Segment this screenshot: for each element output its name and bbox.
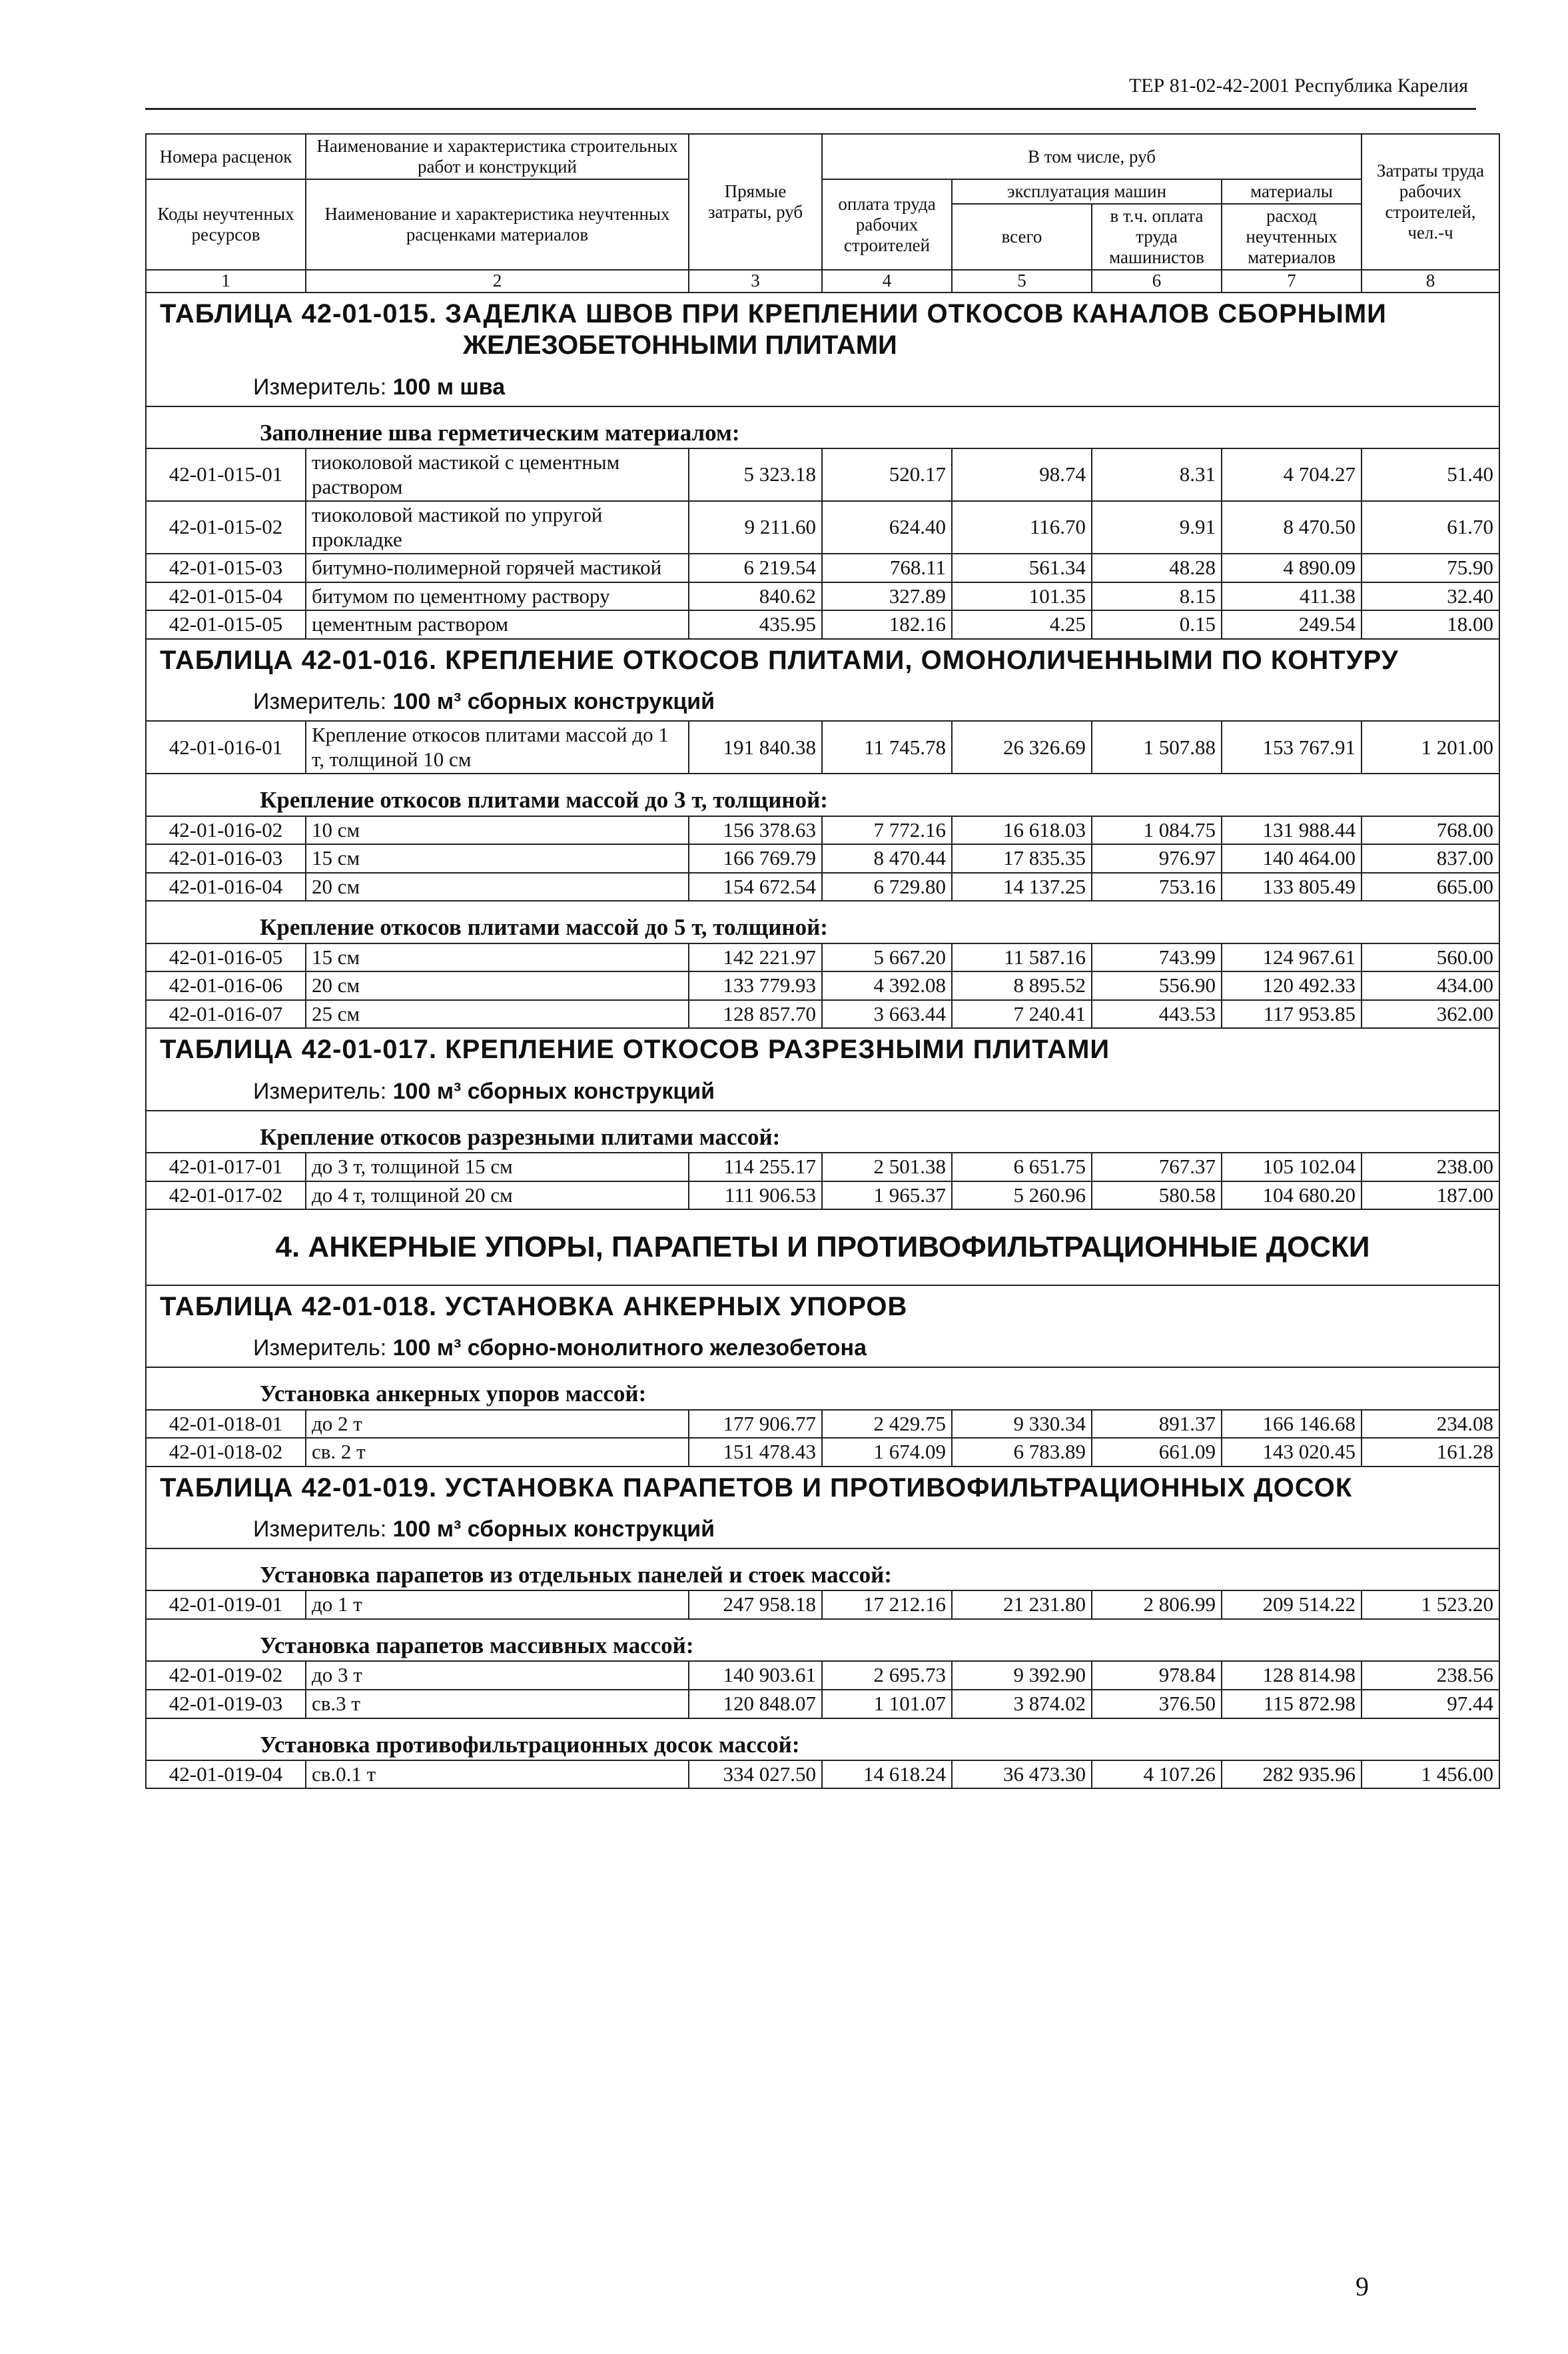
col-header-materials: материалы [1222, 179, 1362, 204]
operator-pay-value: 48.28 [1092, 554, 1222, 582]
labor-hours-value: 362.00 [1362, 1000, 1499, 1029]
labor-hours-value: 32.40 [1362, 582, 1499, 611]
direct-costs-value: 154 672.54 [689, 873, 822, 901]
operator-pay-value: 1 507.88 [1092, 721, 1222, 774]
rate-code: 42-01-018-01 [146, 1410, 306, 1439]
col-number: 3 [689, 270, 822, 293]
machines-total-value: 9 330.34 [952, 1410, 1092, 1439]
labor-hours-value: 238.00 [1362, 1153, 1499, 1181]
rate-code: 42-01-015-05 [146, 610, 306, 639]
table-row [146, 816, 1499, 845]
operator-pay-value: 743.99 [1092, 943, 1222, 972]
col-number: 6 [1092, 270, 1222, 293]
measure-label: Измеритель: [253, 374, 387, 400]
material-consumption-value: 143 020.45 [1222, 1438, 1362, 1467]
measure-value: 100 м шва [392, 374, 506, 400]
labor-hours-value: 51.40 [1362, 448, 1499, 501]
col-header-machines-total: всего [952, 204, 1092, 270]
col-header-direct-costs: Прямые затраты, руб [689, 134, 822, 270]
table-title-cell [146, 639, 1499, 721]
work-description: тиоколовой мастикой по упругой прокладке [306, 501, 689, 554]
group-heading-row [146, 406, 1499, 448]
header-rule [145, 108, 1476, 110]
rate-code: 42-01-016-04 [146, 873, 306, 901]
work-description: битумом по цементному раствору [306, 582, 689, 611]
operator-pay-value: 8.31 [1092, 448, 1222, 501]
table-row [146, 721, 1499, 774]
col-header-operator-pay: в т.ч. оплата труда машинистов [1092, 204, 1222, 270]
table-row [146, 1690, 1499, 1718]
table-row [146, 1590, 1499, 1619]
labor-hours-value: 18.00 [1362, 610, 1499, 639]
group-heading: Установка противофильтрационных досок массой: [146, 1718, 1499, 1760]
work-description: до 3 т [306, 1661, 689, 1690]
machines-total-value: 8 895.52 [952, 971, 1092, 1000]
group-heading-row [146, 901, 1499, 943]
material-consumption-value: 249.54 [1222, 610, 1362, 639]
measure-value: 100 м³ сборных конструкций [392, 1516, 715, 1542]
rate-code: 42-01-019-01 [146, 1590, 306, 1619]
table-title-row [146, 639, 1499, 721]
measure-label: Измеритель: [253, 1078, 387, 1104]
rate-code: 42-01-017-01 [146, 1153, 306, 1181]
worker-pay-value: 8 470.44 [822, 844, 952, 873]
material-consumption-value: 115 872.98 [1222, 1690, 1362, 1718]
col-number: 2 [306, 270, 689, 293]
table-row [146, 1410, 1499, 1439]
machines-total-value: 36 473.30 [952, 1760, 1092, 1789]
labor-hours-value: 837.00 [1362, 844, 1499, 873]
work-description: 15 см [306, 943, 689, 972]
work-description: до 2 т [306, 1410, 689, 1439]
direct-costs-value: 166 769.79 [689, 844, 822, 873]
operator-pay-value: 976.97 [1092, 844, 1222, 873]
labor-hours-value: 61.70 [1362, 501, 1499, 554]
rate-code: 42-01-016-02 [146, 816, 306, 845]
group-heading-row [146, 774, 1499, 816]
table-title-cell [146, 1028, 1499, 1110]
labor-hours-value: 768.00 [1362, 816, 1499, 845]
rate-code: 42-01-015-03 [146, 554, 306, 582]
measure-unit [160, 1335, 1485, 1361]
rate-code: 42-01-019-02 [146, 1661, 306, 1690]
measure-label: Измеритель: [253, 1516, 387, 1542]
work-description: св. 2 т [306, 1438, 689, 1467]
machines-total-value: 561.34 [952, 554, 1092, 582]
section-heading: 4. АНКЕРНЫЕ УПОРЫ, ПАРАПЕТЫ И ПРОТИВОФИЛЬТРАЦИОННЫЕ ДОСКИ [146, 1209, 1499, 1285]
table-title-cell [146, 1285, 1499, 1367]
material-consumption-value: 124 967.61 [1222, 943, 1362, 972]
worker-pay-value: 182.16 [822, 610, 952, 639]
worker-pay-value: 5 667.20 [822, 943, 952, 972]
table-title-cell [146, 1467, 1499, 1548]
table-row [146, 1438, 1499, 1467]
worker-pay-value: 17 212.16 [822, 1590, 952, 1619]
table-row [146, 554, 1499, 582]
machines-total-value: 6 783.89 [952, 1438, 1092, 1467]
page-number: 9 [1356, 2271, 1369, 2301]
material-consumption-value: 411.38 [1222, 582, 1362, 611]
table-title: ТАБЛИЦА 42-01-015. ЗАДЕЛКА ШВОВ ПРИ КРЕПЛЕНИИ ОТКОСОВ КАНАЛОВ СБОРНЫМИ [160, 299, 1387, 329]
worker-pay-value: 14 618.24 [822, 1760, 952, 1789]
col-number: 8 [1362, 270, 1499, 293]
rate-code: 42-01-019-03 [146, 1690, 306, 1718]
col-header-codes-bottom: Коды неучтенных ресурсов [146, 179, 306, 270]
material-consumption-value: 105 102.04 [1222, 1153, 1362, 1181]
estimate-table [145, 133, 1500, 1789]
col-header-worker-pay: оплата труда рабочих строителей [822, 179, 952, 270]
measure-value: 100 м³ сборно-монолитного железобетона [392, 1335, 867, 1361]
group-heading: Крепление откосов плитами массой до 3 т, толщиной: [146, 774, 1499, 816]
material-consumption-value: 4 890.09 [1222, 554, 1362, 582]
work-description: до 1 т [306, 1590, 689, 1619]
table-title-cell [146, 293, 1499, 406]
group-heading-row [146, 1111, 1499, 1153]
work-description: цементным раствором [306, 610, 689, 639]
measure-label: Измеритель: [253, 689, 387, 715]
direct-costs-value: 191 840.38 [689, 721, 822, 774]
table-title: ТАБЛИЦА 42-01-018. УСТАНОВКА АНКЕРНЫХ УПОРОВ [160, 1292, 908, 1322]
column-number-row [146, 270, 1499, 293]
group-heading: Крепление откосов разрезными плитами массой: [146, 1111, 1499, 1153]
work-description: до 4 т, толщиной 20 см [306, 1181, 689, 1210]
worker-pay-value: 1 101.07 [822, 1690, 952, 1718]
col-number: 1 [146, 270, 306, 293]
work-description: св.0.1 т [306, 1760, 689, 1789]
table-row [146, 610, 1499, 639]
direct-costs-value: 9 211.60 [689, 501, 822, 554]
group-heading: Крепление откосов плитами массой до 5 т, толщиной: [146, 901, 1499, 943]
labor-hours-value: 1 456.00 [1362, 1760, 1499, 1789]
group-heading: Установка парапетов массивных массой: [146, 1619, 1499, 1661]
table-row [146, 1760, 1499, 1789]
operator-pay-value: 0.15 [1092, 610, 1222, 639]
material-consumption-value: 282 935.96 [1222, 1760, 1362, 1789]
labor-hours-value: 665.00 [1362, 873, 1499, 901]
direct-costs-value: 114 255.17 [689, 1153, 822, 1181]
machines-total-value: 14 137.25 [952, 873, 1092, 901]
material-consumption-value: 209 514.22 [1222, 1590, 1362, 1619]
machines-total-value: 11 587.16 [952, 943, 1092, 972]
operator-pay-value: 376.50 [1092, 1690, 1222, 1718]
measure-unit [160, 688, 1485, 715]
work-description: 15 см [306, 844, 689, 873]
col-number: 7 [1222, 270, 1362, 293]
operator-pay-value: 753.16 [1092, 873, 1222, 901]
document-header-title: ТЕР 81-02-42-2001 Республика Карелия [1128, 75, 1468, 97]
labor-hours-value: 187.00 [1362, 1181, 1499, 1210]
direct-costs-value: 6 219.54 [689, 554, 822, 582]
machines-total-value: 3 874.02 [952, 1690, 1092, 1718]
machines-total-value: 6 651.75 [952, 1153, 1092, 1181]
table-row [146, 1000, 1499, 1029]
direct-costs-value: 133 779.93 [689, 971, 822, 1000]
col-header-name-bottom: Наименование и характеристика неучтенных расценками материалов [306, 179, 689, 270]
machines-total-value: 101.35 [952, 582, 1092, 611]
direct-costs-value: 334 027.50 [689, 1760, 822, 1789]
table-row [146, 1181, 1499, 1210]
table-row [146, 501, 1499, 554]
worker-pay-value: 2 429.75 [822, 1410, 952, 1439]
direct-costs-value: 140 903.61 [689, 1661, 822, 1690]
measure-value: 100 м³ сборных конструкций [392, 1078, 715, 1104]
labor-hours-value: 1 201.00 [1362, 721, 1499, 774]
machines-total-value: 9 392.90 [952, 1661, 1092, 1690]
machines-total-value: 98.74 [952, 448, 1092, 501]
work-description: 25 см [306, 1000, 689, 1029]
machines-total-value: 16 618.03 [952, 816, 1092, 845]
table-row [146, 873, 1499, 901]
direct-costs-value: 128 857.70 [689, 1000, 822, 1029]
table-title-row [146, 1467, 1499, 1548]
work-description: 20 см [306, 873, 689, 901]
section-heading-row [146, 1209, 1499, 1285]
material-consumption-value: 153 767.91 [1222, 721, 1362, 774]
material-consumption-value: 128 814.98 [1222, 1661, 1362, 1690]
direct-costs-value: 151 478.43 [689, 1438, 822, 1467]
work-description: св.3 т [306, 1690, 689, 1718]
operator-pay-value: 4 107.26 [1092, 1760, 1222, 1789]
material-consumption-value: 133 805.49 [1222, 873, 1362, 901]
table-title-row [146, 1285, 1499, 1367]
machines-total-value: 4.25 [952, 610, 1092, 639]
col-header-name-top: Наименование и характеристика строительных работ и конструкций [306, 134, 689, 179]
direct-costs-value: 840.62 [689, 582, 822, 611]
work-description: битумно-полимерной горячей мастикой [306, 554, 689, 582]
machines-total-value: 5 260.96 [952, 1181, 1092, 1210]
table-row [146, 1153, 1499, 1181]
machines-total-value: 26 326.69 [952, 721, 1092, 774]
material-consumption-value: 166 146.68 [1222, 1410, 1362, 1439]
header-row [146, 134, 1499, 179]
machines-total-value: 17 835.35 [952, 844, 1092, 873]
labor-hours-value: 238.56 [1362, 1661, 1499, 1690]
rate-code: 42-01-015-02 [146, 501, 306, 554]
header-row [146, 179, 1499, 204]
operator-pay-value: 580.58 [1092, 1181, 1222, 1210]
operator-pay-value: 8.15 [1092, 582, 1222, 611]
table-row [146, 971, 1499, 1000]
worker-pay-value: 11 745.78 [822, 721, 952, 774]
col-header-machines: эксплуатация машин [952, 179, 1222, 204]
group-heading-row [146, 1619, 1499, 1661]
material-consumption-value: 120 492.33 [1222, 971, 1362, 1000]
operator-pay-value: 556.90 [1092, 971, 1222, 1000]
operator-pay-value: 443.53 [1092, 1000, 1222, 1029]
rate-code: 42-01-016-01 [146, 721, 306, 774]
labor-hours-value: 434.00 [1362, 971, 1499, 1000]
measure-unit [160, 374, 1485, 400]
operator-pay-value: 1 084.75 [1092, 816, 1222, 845]
direct-costs-value: 177 906.77 [689, 1410, 822, 1439]
work-description: до 3 т, толщиной 15 см [306, 1153, 689, 1181]
worker-pay-value: 2 501.38 [822, 1153, 952, 1181]
table-title-row [146, 1028, 1499, 1110]
worker-pay-value: 7 772.16 [822, 816, 952, 845]
group-heading-row [146, 1718, 1499, 1760]
direct-costs-value: 435.95 [689, 610, 822, 639]
group-heading: Заполнение шва герметическим материалом: [146, 406, 1499, 448]
material-consumption-value: 104 680.20 [1222, 1181, 1362, 1210]
measure-label: Измеритель: [253, 1335, 387, 1361]
operator-pay-value: 891.37 [1092, 1410, 1222, 1439]
direct-costs-value: 247 958.18 [689, 1590, 822, 1619]
worker-pay-value: 2 695.73 [822, 1661, 952, 1690]
direct-costs-value: 120 848.07 [689, 1690, 822, 1718]
table-title-continued: ЖЕЛЕЗОБЕТОННЫМИ ПЛИТАМИ [463, 330, 897, 360]
rate-code: 42-01-016-05 [146, 943, 306, 972]
worker-pay-value: 520.17 [822, 448, 952, 501]
rate-code: 42-01-016-07 [146, 1000, 306, 1029]
measure-unit [160, 1516, 1485, 1542]
operator-pay-value: 661.09 [1092, 1438, 1222, 1467]
direct-costs-value: 142 221.97 [689, 943, 822, 972]
labor-hours-value: 161.28 [1362, 1438, 1499, 1467]
worker-pay-value: 4 392.08 [822, 971, 952, 1000]
rate-code: 42-01-016-03 [146, 844, 306, 873]
operator-pay-value: 9.91 [1092, 501, 1222, 554]
material-consumption-value: 4 704.27 [1222, 448, 1362, 501]
measure-unit [160, 1078, 1485, 1105]
labor-hours-value: 1 523.20 [1362, 1590, 1499, 1619]
labor-hours-value: 234.08 [1362, 1410, 1499, 1439]
table-row [146, 943, 1499, 972]
work-description: 20 см [306, 971, 689, 1000]
rate-code: 42-01-015-01 [146, 448, 306, 501]
operator-pay-value: 767.37 [1092, 1153, 1222, 1181]
work-description: Крепление откосов плитами массой до 1 т, толщиной 10 см [306, 721, 689, 774]
group-heading-row [146, 1548, 1499, 1590]
machines-total-value: 21 231.80 [952, 1590, 1092, 1619]
labor-hours-value: 97.44 [1362, 1690, 1499, 1718]
direct-costs-value: 156 378.63 [689, 816, 822, 845]
rate-code: 42-01-018-02 [146, 1438, 306, 1467]
col-header-codes-top: Номера расценок [146, 134, 306, 179]
operator-pay-value: 2 806.99 [1092, 1590, 1222, 1619]
rate-code: 42-01-017-02 [146, 1181, 306, 1210]
table-title-row [146, 293, 1499, 406]
worker-pay-value: 624.40 [822, 501, 952, 554]
direct-costs-value: 5 323.18 [689, 448, 822, 501]
group-heading-row [146, 1367, 1499, 1409]
operator-pay-value: 978.84 [1092, 1661, 1222, 1690]
measure-value: 100 м³ сборных конструкций [392, 689, 715, 715]
work-description: 10 см [306, 816, 689, 845]
material-consumption-value: 131 988.44 [1222, 816, 1362, 845]
table-row [146, 582, 1499, 611]
rate-code: 42-01-015-04 [146, 582, 306, 611]
table-row [146, 448, 1499, 501]
labor-hours-value: 560.00 [1362, 943, 1499, 972]
material-consumption-value: 140 464.00 [1222, 844, 1362, 873]
worker-pay-value: 3 663.44 [822, 1000, 952, 1029]
material-consumption-value: 117 953.85 [1222, 1000, 1362, 1029]
table-title: ТАБЛИЦА 42-01-017. КРЕПЛЕНИЕ ОТКОСОВ РАЗРЕЗНЫМИ ПЛИТАМИ [160, 1035, 1110, 1065]
worker-pay-value: 327.89 [822, 582, 952, 611]
col-header-including: В том числе, руб [822, 134, 1362, 179]
labor-hours-value: 75.90 [1362, 554, 1499, 582]
table-title: ТАБЛИЦА 42-01-019. УСТАНОВКА ПАРАПЕТОВ И ПРОТИВОФИЛЬТРАЦИОННЫХ ДОСОК [160, 1472, 1353, 1502]
machines-total-value: 116.70 [952, 501, 1092, 554]
col-number: 4 [822, 270, 952, 293]
rate-code: 42-01-016-06 [146, 971, 306, 1000]
work-description: тиоколовой мастикой с цементным раствором [306, 448, 689, 501]
direct-costs-value: 111 906.53 [689, 1181, 822, 1210]
group-heading: Установка анкерных упоров массой: [146, 1367, 1499, 1409]
worker-pay-value: 6 729.80 [822, 873, 952, 901]
group-heading: Установка парапетов из отдельных панелей и стоек массой: [146, 1548, 1499, 1590]
rate-code: 42-01-019-04 [146, 1760, 306, 1789]
col-number: 5 [952, 270, 1092, 293]
worker-pay-value: 1 965.37 [822, 1181, 952, 1210]
col-header-labor: Затраты труда рабочих строителей, чел.-ч [1362, 134, 1499, 270]
material-consumption-value: 8 470.50 [1222, 501, 1362, 554]
machines-total-value: 7 240.41 [952, 1000, 1092, 1029]
table-title: ТАБЛИЦА 42-01-016. КРЕПЛЕНИЕ ОТКОСОВ ПЛИТАМИ, ОМОНОЛИЧЕННЫМИ ПО КОНТУРУ [160, 645, 1399, 675]
table-row [146, 844, 1499, 873]
worker-pay-value: 1 674.09 [822, 1438, 952, 1467]
table-row [146, 1661, 1499, 1690]
worker-pay-value: 768.11 [822, 554, 952, 582]
col-header-material-consumption: расход неучтенных материалов [1222, 204, 1362, 270]
